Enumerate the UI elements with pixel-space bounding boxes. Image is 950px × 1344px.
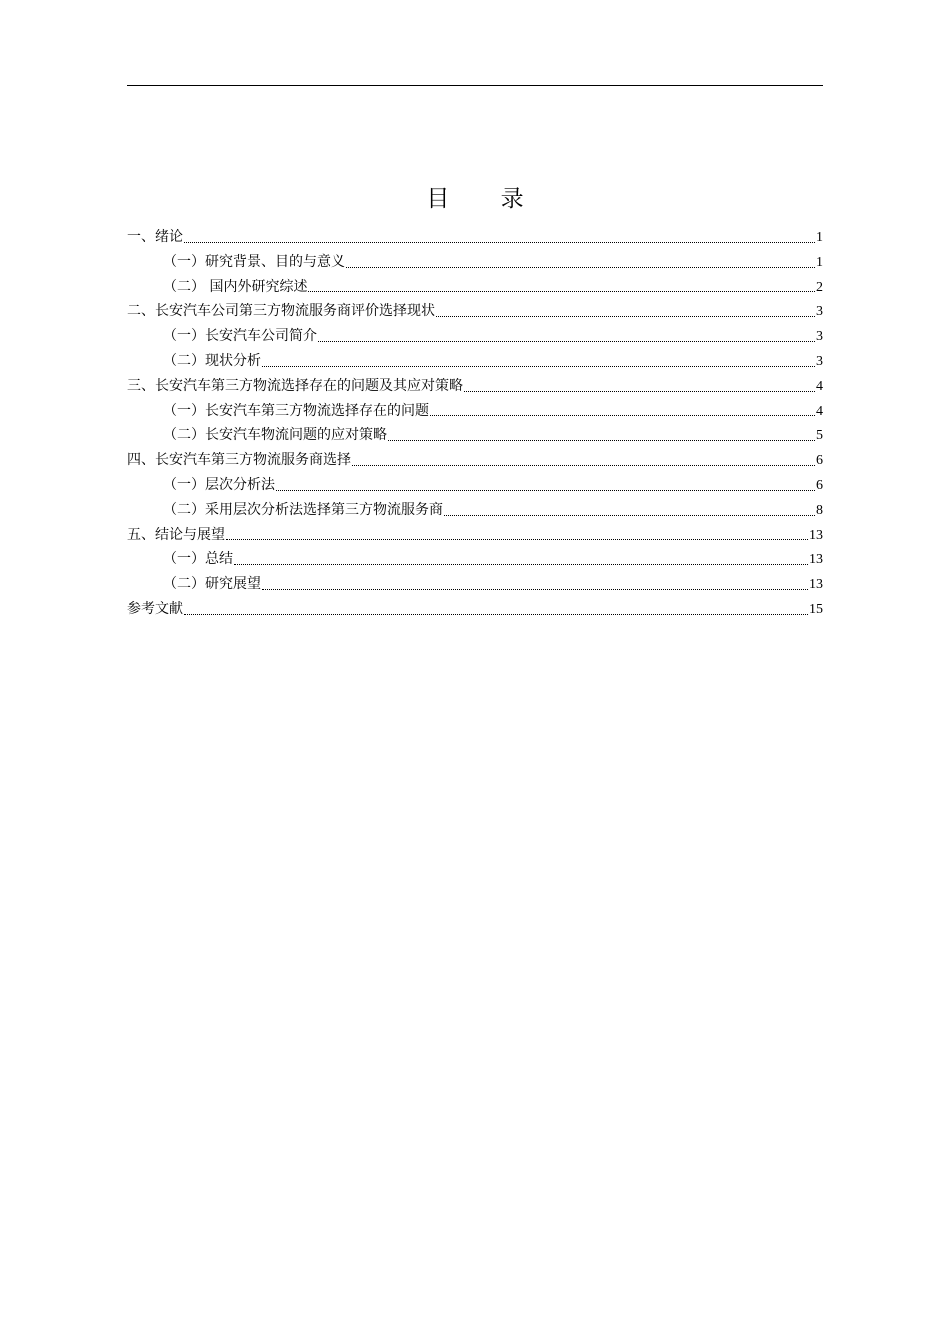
toc-entry[interactable] (127, 250, 823, 275)
toc-entry-label: （二） 国内外研究综述 (163, 278, 308, 295)
toc-dot-leader (226, 538, 808, 540)
toc-entry-label: （二）现状分析 (163, 352, 261, 369)
toc-dot-leader (444, 514, 815, 516)
toc-dot-leader (318, 340, 815, 342)
toc-page-number: 8 (816, 502, 823, 518)
toc-entry[interactable] (127, 275, 823, 300)
toc-page-number: 4 (816, 403, 823, 419)
toc-entry-label: （二）研究展望 (163, 576, 261, 593)
toc-entry[interactable] (127, 225, 823, 250)
toc-dot-leader (234, 563, 808, 565)
toc-dot-leader (184, 241, 815, 243)
toc-page-number: 1 (816, 230, 823, 245)
toc-entry[interactable] (127, 523, 823, 548)
toc-dot-leader (276, 489, 815, 491)
toc-entry[interactable] (127, 349, 823, 374)
toc-entry[interactable] (127, 597, 823, 622)
toc-page-number: 5 (816, 428, 823, 444)
toc-entry[interactable] (127, 374, 823, 399)
toc-page-number: 6 (816, 477, 823, 493)
toc-entry-label: （二）长安汽车物流问题的应对策略 (163, 427, 387, 444)
toc-dot-leader (464, 390, 815, 392)
toc-entry-label: 二、长安汽车公司第三方物流服务商评价选择现状 (127, 303, 435, 320)
toc-dot-leader (436, 315, 815, 317)
toc-dot-leader (184, 613, 808, 615)
toc-entry-label: 一、绪论 (127, 229, 183, 245)
toc-entry-label: （一）研究背景、目的与意义 (163, 253, 345, 270)
toc-page-number: 13 (809, 552, 823, 568)
toc-dot-leader (262, 365, 815, 367)
toc-entry[interactable] (127, 473, 823, 498)
toc-entry-label: （一）总结 (163, 551, 233, 568)
toc-page-number: 3 (816, 304, 823, 320)
toc-entry[interactable] (127, 572, 823, 597)
toc-entry[interactable] (127, 448, 823, 473)
toc-page-number: 2 (816, 279, 823, 295)
toc-dot-leader (308, 290, 815, 292)
toc-page-number: 3 (816, 329, 823, 345)
toc-dot-leader (430, 414, 815, 416)
toc-entry-label: 四、长安汽车第三方物流服务商选择 (127, 452, 351, 469)
toc-dot-leader (262, 588, 808, 590)
toc-title: 目 录 (426, 186, 546, 212)
toc-entry[interactable] (127, 423, 823, 448)
toc-page-number: 13 (809, 527, 823, 543)
toc-entry[interactable] (127, 547, 823, 572)
toc-entry-label: （一）长安汽车公司简介 (163, 328, 317, 345)
toc-entry-label: （一）层次分析法 (163, 476, 275, 493)
toc-entry[interactable] (127, 498, 823, 523)
toc-entry-label: （二）采用层次分析法选择第三方物流服务商 (163, 501, 443, 518)
toc-page-number: 6 (816, 453, 823, 469)
toc-entry-label: 三、长安汽车第三方物流选择存在的问题及其应对策略 (127, 377, 463, 394)
toc-entry-label: （一）长安汽车第三方物流选择存在的问题 (163, 402, 429, 419)
toc-entry[interactable] (127, 299, 823, 324)
toc-entry-label: 五、结论与展望 (127, 526, 225, 543)
toc-page-number: 15 (809, 601, 823, 617)
table-of-contents (127, 225, 823, 622)
toc-page-number: 4 (816, 378, 823, 394)
toc-page-number: 13 (809, 577, 823, 593)
header-rule (127, 85, 823, 86)
toc-page-number: 3 (816, 353, 823, 369)
toc-dot-leader (352, 464, 815, 466)
toc-entry[interactable] (127, 324, 823, 349)
toc-dot-leader (346, 266, 815, 268)
toc-entry[interactable] (127, 399, 823, 424)
toc-page-number: 1 (816, 254, 823, 270)
toc-dot-leader (388, 439, 815, 441)
toc-entry-label: 参考文献 (127, 600, 183, 617)
